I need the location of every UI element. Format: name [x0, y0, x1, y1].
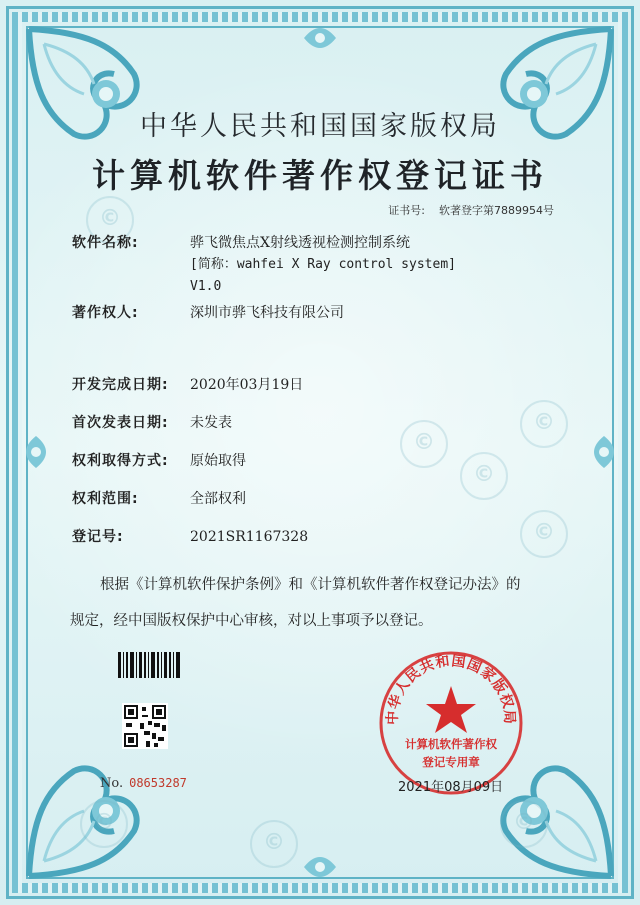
field-value [190, 232, 456, 298]
software-name-line: 骅飞微焦点X射线透视检测控制系统 [190, 235, 410, 251]
watermark-emblem-icon: © [500, 800, 548, 848]
statement-line-1: 根据《计算机软件保护条例》和《计算机软件著作权登记办法》的 [100, 577, 521, 593]
serial-value: 08653287 [129, 776, 187, 790]
issue-date: 2021年08月09日 [398, 780, 504, 795]
watermark-emblem-icon: © [460, 452, 508, 500]
serial-label: No. [100, 776, 124, 791]
field-completion-date [72, 374, 303, 396]
field-label: 首次发表日期: [72, 415, 169, 431]
seal-arc-text: 中华人民共和国国家版权局 [384, 653, 518, 726]
field-acquisition-method [72, 450, 246, 472]
seal-line-1: 计算机软件著作权 [405, 737, 497, 751]
field-value: 全部权利 [190, 491, 246, 507]
certificate-number-value: 软著登字第7889954号 [439, 204, 554, 217]
watermark-emblem-icon: © [80, 800, 128, 848]
issuing-agency: 中华人民共和国国家版权局 [140, 111, 500, 142]
barcode-icon [118, 652, 180, 678]
certificate-title: 计算机软件著作权登记证书 [92, 156, 548, 195]
field-copyright-owner [72, 302, 344, 324]
field-value: 2020年03月19日 [190, 377, 304, 393]
watermark-emblem-icon: © [400, 420, 448, 468]
field-registration-no [72, 526, 308, 548]
watermark-emblem-icon: © [520, 400, 568, 448]
field-label: 权利范围: [72, 491, 139, 507]
field-rights-scope [72, 488, 246, 510]
field-first-publication-date [72, 412, 232, 434]
software-short-name-line: [简称：wahfei X Ray control system] [190, 257, 456, 272]
software-version-line: V1.0 [190, 279, 222, 294]
certificate-number [388, 202, 554, 218]
field-label: 开发完成日期: [72, 377, 169, 393]
watermark-emblem-icon: © [250, 820, 298, 868]
left-center-ornament [16, 432, 56, 472]
top-center-ornament [300, 18, 340, 58]
watermark-emblem-icon: © [86, 196, 134, 244]
seal-line-2: 登记专用章 [422, 755, 480, 769]
field-value: 原始取得 [190, 453, 246, 469]
watermark-emblem-icon: © [520, 510, 568, 558]
serial-number [100, 776, 187, 791]
field-value: 未发表 [190, 415, 232, 431]
field-label: 权利取得方式: [72, 453, 169, 469]
field-label: 登记号: [72, 529, 124, 545]
bottom-center-ornament [300, 847, 340, 887]
field-software-name [72, 232, 456, 298]
registration-statement [70, 567, 580, 639]
right-center-ornament [584, 432, 624, 472]
field-value: 2021SR1167328 [190, 529, 309, 545]
field-label: 软件名称: [72, 235, 139, 251]
qr-code-icon [122, 703, 168, 749]
statement-line-2: 规定，经中国版权保护中心审核，对以上事项予以登记。 [70, 613, 433, 629]
certificate-number-label: 证书号: [388, 204, 425, 217]
field-value: 深圳市骅飞科技有限公司 [190, 305, 344, 321]
field-label: 著作权人: [72, 305, 139, 321]
